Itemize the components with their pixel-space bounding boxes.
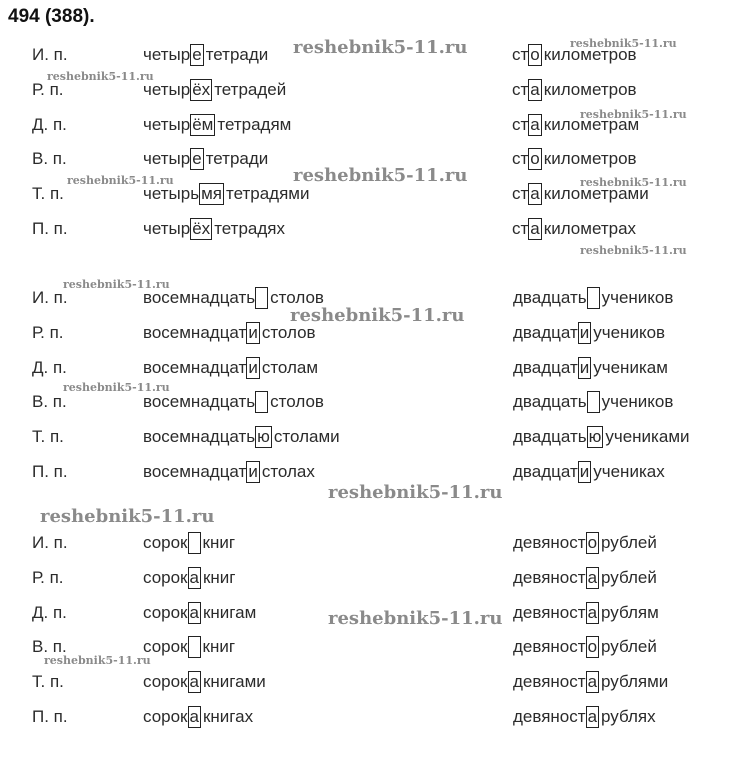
noun-word: столами [273,427,340,447]
numeral-stem: четыр [143,79,191,99]
numeral-stem: восемнадцать [143,288,256,307]
numeral-stem: четырь [143,184,200,204]
noun-word: тетрадями [225,184,310,204]
numeral-stem: сорок [143,567,188,587]
ending-box: ёх [192,79,211,99]
numeral-phrase-right [513,287,673,309]
ending-box: а [587,672,598,692]
ending-box [188,636,201,658]
numeral-phrase-left [143,44,268,66]
noun-word: рублями [601,672,669,692]
case-label: И. п. [32,533,68,552]
numeral-stem: четыр [143,219,191,238]
watermark: reshebnik5-11.ru [580,108,687,121]
numeral-phrase-left [143,357,318,379]
table-row [0,671,729,701]
noun-word: учеников [601,392,674,412]
case-label: В. п. [32,637,67,657]
numeral-phrase-right [513,357,668,379]
ending-box [255,287,268,309]
noun-word: учениках [593,462,665,481]
numeral-stem: девяност [513,567,586,587]
ending-box: а [189,672,199,692]
ending-box: ю [257,427,270,447]
numeral-phrase-left [143,148,268,170]
ending-box [587,287,600,309]
noun-word: столов [270,392,324,412]
noun-word: тетради [205,45,269,64]
watermark: reshebnik5-11.ru [580,244,687,257]
noun-word: рублей [601,567,657,587]
ending-box: о [587,533,598,552]
case-label: Т. п. [32,672,64,692]
ending-box [587,391,600,413]
watermark: reshebnik5-11.ru [328,608,503,629]
numeral-stem: восемнадцат [143,322,247,342]
ending-box: ёх [192,219,211,238]
table-row [0,322,729,352]
numeral-stem: восемнадцать [143,427,256,447]
numeral-stem: двадцать [513,427,587,447]
table-row [0,706,729,736]
ending-box: ём [192,114,214,134]
watermark: reshebnik5-11.ru [47,70,154,83]
ending-box: а [530,79,540,99]
numeral-stem: сорок [143,672,188,692]
ending-box: о [587,637,598,657]
noun-word: километров [543,45,637,64]
noun-word: рублей [601,533,657,552]
numeral-phrase-left [143,391,324,413]
numeral-stem: двадцат [513,462,578,481]
numeral-phrase-right [512,79,637,101]
noun-word: книг [202,533,236,552]
numeral-stem: ст [512,149,529,169]
numeral-stem: четыр [143,149,191,169]
noun-word: километров [543,79,637,99]
ending-box: и [579,462,590,481]
watermark: reshebnik5-11.ru [293,165,468,186]
numeral-stem: четыр [143,45,191,64]
ending-box: е [192,149,202,169]
numeral-stem: девяност [513,672,586,692]
watermark: reshebnik5-11.ru [44,654,151,667]
numeral-phrase-left [143,461,315,483]
ending-box: мя [201,184,222,204]
case-label: Р. п. [32,567,64,587]
numeral-phrase-left [143,426,340,448]
ending-box: е [192,45,202,64]
numeral-stem: сорок [143,707,188,726]
numeral-stem: четыр [143,114,191,134]
numeral-stem: сорок [143,637,188,657]
numeral-phrase-right [513,671,668,693]
numeral-stem: ст [512,79,529,99]
noun-word: учеников [593,322,666,342]
ending-box: и [248,322,258,342]
numeral-stem: восемнадцат [143,357,247,377]
noun-word: тетрадях [214,219,285,238]
noun-word: столов [270,288,324,307]
ending-box: а [530,184,540,204]
table-row [0,532,729,562]
ending-box: а [189,602,199,622]
case-label: П. п. [32,219,68,238]
numeral-phrase-right [513,602,659,624]
noun-word: тетрадям [217,114,292,134]
ending-box: ю [588,427,602,447]
numeral-phrase-left [143,602,256,624]
noun-word: учениками [605,427,690,447]
ending-box: и [579,322,590,342]
noun-word: столах [261,462,315,481]
numeral-phrase-left [143,114,291,136]
noun-word: книг [202,637,236,657]
numeral-phrase-right [513,426,690,448]
noun-word: книгами [202,672,266,692]
noun-word: тетрадей [214,79,287,99]
numeral-phrase-right [512,148,637,170]
noun-word: книг [202,567,236,587]
case-label: Д. п. [32,602,67,622]
table-row [0,567,729,597]
numeral-phrase-left [143,567,236,589]
ending-box: и [248,462,258,481]
numeral-stem: девяност [513,637,586,657]
case-label: Д. п. [32,114,67,134]
case-label: Р. п. [32,79,64,99]
ending-box [255,391,268,413]
watermark: reshebnik5-11.ru [580,176,687,189]
watermark: reshebnik5-11.ru [63,381,170,394]
noun-word: километрам [543,114,640,134]
watermark: reshebnik5-11.ru [570,37,677,50]
table-row [0,391,729,421]
watermark: reshebnik5-11.ru [328,482,503,503]
numeral-stem: двадцат [513,357,578,377]
ending-box: и [248,357,258,377]
table-row [0,426,729,456]
noun-word: километров [543,149,637,169]
noun-word: столов [261,322,316,342]
numeral-stem: сорок [143,602,188,622]
case-label: Д. п. [32,357,67,377]
numeral-phrase-right [512,218,636,240]
watermark: reshebnik5-11.ru [63,278,170,291]
numeral-stem: восемнадцат [143,462,247,481]
case-label: Р. п. [32,322,64,342]
numeral-phrase-left [143,532,235,554]
numeral-stem: девяност [513,602,586,622]
noun-word: столам [261,357,319,377]
numeral-phrase-right [513,532,657,554]
watermark: reshebnik5-11.ru [40,506,215,527]
numeral-stem: девяност [513,533,586,552]
noun-word: тетради [205,149,269,169]
case-label: П. п. [32,462,68,481]
case-label: И. п. [32,288,68,307]
numeral-phrase-left [143,706,253,728]
numeral-stem: девяност [513,707,586,726]
ending-box: о [530,45,540,64]
numeral-phrase-right [513,322,665,344]
noun-word: книгам [202,602,257,622]
numeral-phrase-left [143,79,286,101]
numeral-stem: двадцать [513,288,587,307]
numeral-stem: двадцат [513,322,578,342]
ending-box: а [189,707,199,726]
numeral-phrase-right [513,461,665,483]
numeral-stem: восемнадцать [143,392,256,412]
case-label: И. п. [32,45,68,64]
noun-word: рублей [601,637,657,657]
case-label: П. п. [32,707,68,726]
ending-box: о [530,149,540,169]
noun-word: ученикам [593,357,668,377]
ending-box: а [587,707,598,726]
numeral-phrase-right [513,706,656,728]
numeral-stem: сорок [143,533,188,552]
ending-box [188,532,201,554]
numeral-phrase-left [143,218,285,240]
exercise-title: 494 (388). [8,6,95,27]
watermark: reshebnik5-11.ru [293,37,468,58]
noun-word: рублях [601,707,656,726]
numeral-phrase-right [513,567,657,589]
numeral-phrase-left [143,671,266,693]
numeral-phrase-right [513,636,657,658]
noun-word: учеников [601,288,674,307]
ending-box: и [579,357,590,377]
case-label: Т. п. [32,427,64,447]
watermark: reshebnik5-11.ru [290,305,465,326]
noun-word: километрами [543,184,649,204]
ending-box: а [587,602,598,622]
numeral-stem: двадцать [513,392,587,412]
noun-word: рублям [601,602,659,622]
case-label: Т. п. [32,184,64,204]
noun-word: километрах [543,219,637,238]
ending-box: а [530,219,540,238]
numeral-stem: ст [512,114,529,134]
watermark: reshebnik5-11.ru [67,174,174,187]
ending-box: а [530,114,540,134]
numeral-phrase-right [513,391,673,413]
case-label: В. п. [32,149,67,169]
table-row [0,79,729,109]
numeral-phrase-left [143,636,235,658]
numeral-stem: ст [512,45,529,64]
ending-box: а [587,567,598,587]
numeral-stem: ст [512,184,529,204]
ending-box: а [189,567,199,587]
noun-word: книгах [202,707,254,726]
numeral-stem: ст [512,219,529,238]
case-label: В. п. [32,392,67,412]
